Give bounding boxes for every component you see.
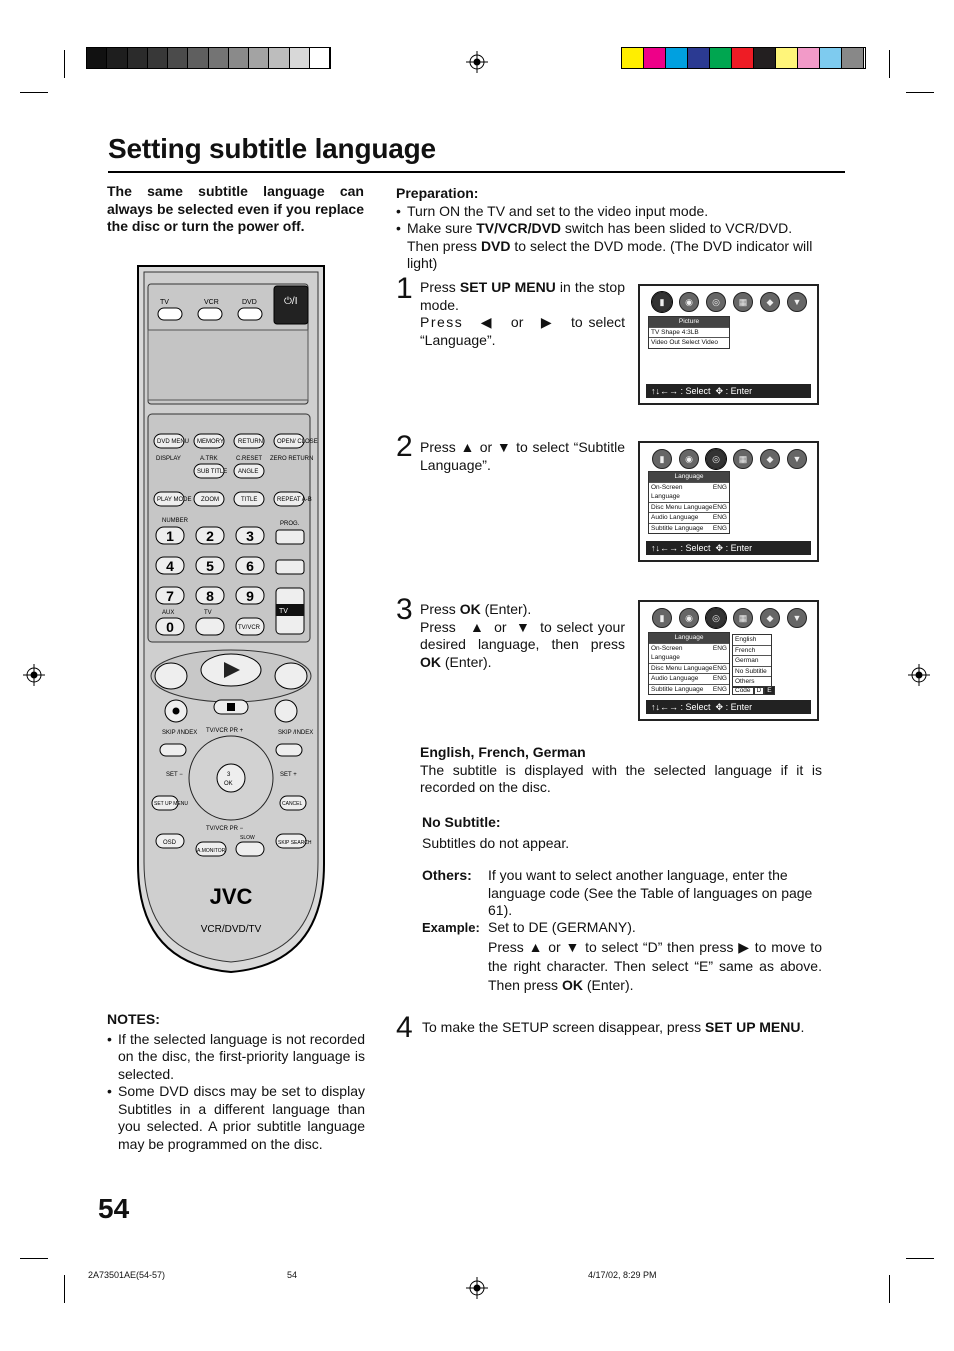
text-bold: TV/VCR/DVD: [476, 220, 562, 236]
step-number: 2: [396, 430, 413, 463]
efg-text: The subtitle is displayed with the selected language if it is recorded on the disc.: [420, 761, 822, 795]
text: Audio Language: [651, 514, 699, 521]
screen-footer: ↑↓←→ : Select ✥ : Enter: [646, 384, 811, 398]
other-icon: ▼: [787, 449, 807, 469]
ok-button[interactable]: [217, 764, 245, 792]
option: English: [735, 636, 757, 643]
color-swatch: [148, 48, 168, 68]
text: C.RESET: [236, 456, 263, 462]
text: ENG: [712, 664, 727, 672]
crop-mark: [889, 1275, 890, 1303]
model-label: VCR/DVD/TV: [200, 924, 262, 935]
menu-row: [649, 512, 729, 523]
color-swatch: [644, 48, 666, 68]
text: 1: [166, 528, 174, 544]
text: PROG.: [280, 521, 300, 527]
menu-icons: [652, 292, 807, 312]
code-entry: [732, 686, 775, 695]
color-swatch: [188, 48, 208, 68]
text: ENG: [712, 483, 727, 491]
language-menu: [648, 632, 730, 695]
step-number: 3: [396, 593, 413, 626]
text: Press: [420, 601, 460, 617]
color-swatch: [842, 48, 864, 68]
crop-mark: [906, 1258, 934, 1259]
text: Video Out Select Video: [651, 339, 718, 346]
step-3-text: [420, 601, 625, 671]
language-icon: ◎: [706, 608, 726, 628]
text: Press: [420, 439, 456, 455]
window-icon: ▦: [733, 292, 753, 312]
text: A.MONITOR: [197, 848, 226, 854]
text: SKIP /INDEX: [278, 730, 314, 736]
stop-icon: [227, 703, 235, 711]
text: or: [510, 314, 524, 330]
color-swatch: [87, 48, 107, 68]
text: .: [800, 1019, 805, 1035]
text: SUB TITLE: [197, 469, 228, 475]
step-number: 4: [396, 1011, 413, 1044]
text: PLAY MODE: [157, 497, 192, 503]
preparation-bullet: • Turn ON the TV and set to the video input mode.: [407, 203, 826, 221]
text: 0: [166, 619, 174, 635]
crop-mark: [20, 1258, 48, 1259]
text: TV: [204, 610, 212, 616]
menu-row: [649, 673, 729, 684]
switch-dvd-label: DVD: [242, 299, 257, 306]
right-arrow-icon: ▶: [540, 314, 554, 330]
text: ENG: [712, 644, 727, 652]
audio-icon: ◉: [679, 292, 699, 312]
text: to select the DVD mode. (The DVD indicator will light): [407, 237, 813, 271]
text: Press: [420, 279, 460, 295]
color-swatch: [128, 48, 148, 68]
notes: [107, 1011, 365, 1153]
menu-row: [649, 684, 729, 695]
other-icon: ▼: [787, 292, 807, 312]
slow-button[interactable]: [236, 842, 264, 856]
option: No Subtitle: [733, 666, 771, 677]
page-title: Setting subtitle language: [108, 133, 436, 164]
step-4-text: [422, 1019, 832, 1037]
text: : Select: [680, 543, 711, 553]
crop-mark: [906, 92, 934, 93]
menu-row: [649, 523, 729, 534]
text: 4: [166, 558, 174, 574]
text: (Enter).: [441, 653, 492, 670]
example-label: Example:: [422, 920, 480, 935]
text: TV Shape 4:3LB: [651, 328, 699, 336]
parental-icon: ◆: [760, 608, 780, 628]
menu-header: Language: [649, 472, 729, 482]
text: SKIP /INDEX: [162, 730, 198, 736]
language-icon: ◎: [706, 292, 726, 312]
tv-switch[interactable]: [158, 308, 182, 320]
nosub-heading: No Subtitle:: [422, 814, 501, 830]
text: : Enter: [725, 386, 753, 396]
text: TV/VCR: [238, 625, 261, 631]
text: to select “Language”.: [420, 314, 626, 348]
preparation-heading: Preparation:: [396, 185, 479, 201]
efg-heading: English, French, German: [420, 744, 586, 760]
up-arrow-icon: ▲: [460, 439, 476, 455]
menu-row: [649, 502, 729, 513]
input-button[interactable]: [196, 618, 224, 635]
crop-mark: [64, 1275, 65, 1303]
color-swatch: [622, 48, 644, 68]
text: OSD: [163, 840, 177, 846]
text-bold: SET UP MENU: [459, 279, 556, 295]
audio-icon: ◉: [679, 608, 699, 628]
footer-left: 2A73501AE(54-57): [88, 1270, 166, 1280]
pause-button[interactable]: [275, 700, 297, 722]
text: 5: [206, 558, 214, 574]
text: 8: [206, 588, 214, 604]
setup-screen-language: [638, 441, 819, 562]
step-2-text: [420, 439, 625, 474]
preparation: [396, 185, 826, 273]
text-bold: OK: [561, 977, 583, 993]
text: SKIP SEARCH: [278, 840, 312, 846]
text: : Enter: [725, 702, 753, 712]
crop-mark: [20, 92, 48, 93]
color-swatch: [249, 48, 269, 68]
text: SET UP MENU: [154, 801, 188, 807]
text: 3: [227, 772, 231, 778]
step-number: 1: [396, 272, 413, 305]
subtitle-options: [732, 634, 772, 688]
text: : Select: [680, 702, 711, 712]
color-swatch: [209, 48, 229, 68]
text: Disc Menu Language: [651, 503, 713, 511]
option: Others: [733, 676, 771, 687]
text: or: [494, 618, 507, 635]
color-swatch: [688, 48, 710, 68]
text: A.TRK: [200, 456, 218, 462]
text: ANGLE: [238, 469, 259, 475]
color-swatch: [820, 48, 842, 68]
text: ENG: [712, 685, 727, 693]
lead-text: The same subtitle language can always be selected even if you replace the disc or turn the power off.: [107, 183, 364, 234]
text: On-Screen Language: [651, 644, 683, 661]
text: 2: [206, 528, 214, 544]
menu-header: Picture: [649, 317, 729, 327]
text: SLOW: [240, 835, 255, 841]
text: Make sure: [407, 220, 477, 236]
audio-icon: ◉: [679, 449, 699, 469]
text: : Enter: [725, 543, 753, 553]
down-arrow-icon: ▼: [496, 439, 512, 455]
menu-row: [649, 482, 729, 502]
text: TITLE: [241, 497, 258, 503]
dvd-switch[interactable]: [238, 308, 262, 320]
code-char: D: [754, 686, 765, 695]
page-number: 54: [98, 1193, 130, 1224]
color-swatch: [666, 48, 688, 68]
text: ENG: [712, 675, 727, 682]
footer-right: 4/17/02, 8:29 PM: [588, 1270, 657, 1280]
text: to move to the right character. Then select “E” same as above. Then press: [488, 939, 822, 993]
text: MEMORY: [197, 439, 224, 445]
window-icon: ▦: [733, 449, 753, 469]
text-bold: OK: [459, 601, 481, 617]
option: French: [733, 645, 771, 656]
switch-tv-label: TV: [160, 299, 169, 306]
menu-row: [649, 337, 729, 348]
note-item: • Some DVD discs may be set to display Subtitles in a different language than you selected. A prior subtitle language may be programmed on the disc.: [118, 1083, 365, 1153]
others-text: If you want to select another language, enter the language code (See the Table of languages on page 61).: [488, 867, 813, 918]
nosub-text: Subtitles do not appear.: [422, 834, 570, 851]
text: Disc Menu Language: [651, 664, 713, 672]
code-label: Code: [732, 686, 754, 695]
text: SET +: [280, 772, 297, 778]
text: 7: [166, 588, 174, 604]
text: 3: [246, 528, 254, 544]
screen-footer: ↑↓←→ : Select ✥ : Enter: [646, 700, 811, 714]
right-arrow-icon: ▶: [738, 939, 750, 955]
text: to select your desired language, then press: [420, 618, 626, 652]
grayscale-bar: [86, 47, 331, 69]
others-label: Others:: [422, 867, 472, 883]
text: TV/VCR PR +: [206, 728, 244, 734]
crop-mark: [64, 50, 65, 78]
text: in the stop mode.: [420, 279, 625, 313]
text: ENG: [712, 503, 727, 511]
color-swatch: [310, 48, 330, 68]
text: ENG: [712, 524, 727, 532]
note-item: • If the selected language is not recorded on the disc, the first-priority language is selected.: [118, 1031, 365, 1084]
text: Audio Language: [651, 675, 699, 682]
language-menu: [648, 471, 730, 534]
text: On-Screen Language: [651, 483, 683, 500]
skip-forward-button[interactable]: [276, 744, 302, 756]
remote-window: [148, 330, 308, 400]
text: Press: [488, 939, 524, 955]
efg-description: [420, 744, 822, 797]
text: 6: [246, 558, 254, 574]
screen-footer: ↑↓←→ : Select ✥ : Enter: [646, 541, 811, 555]
picture-menu: [648, 316, 730, 349]
registration-mark-icon: [23, 664, 45, 686]
menu-icons: [652, 608, 807, 628]
text-bold: DVD: [480, 237, 511, 254]
text: to select “D” then press: [585, 939, 734, 955]
text: Press: [420, 314, 464, 330]
text-bold: SET UP MENU: [705, 1019, 801, 1035]
text: To make the SETUP screen disappear, press: [422, 1019, 705, 1035]
vcr-switch[interactable]: [198, 308, 222, 320]
text: OK: [224, 781, 233, 787]
color-swatch: [290, 48, 310, 68]
picture-icon: ▮: [652, 292, 672, 312]
text: TV: [279, 608, 288, 615]
text: AUX: [162, 610, 175, 616]
notes-heading: NOTES:: [107, 1011, 160, 1027]
color-swatch: [754, 48, 776, 68]
menu-row: [649, 327, 729, 338]
left-arrow-icon: ◀: [480, 314, 494, 330]
color-swatch: [776, 48, 798, 68]
language-icon: ◎: [706, 449, 726, 469]
text: or: [479, 439, 493, 455]
text: or: [548, 939, 561, 955]
text: : Select: [680, 386, 711, 396]
nosubtitle-description: [422, 814, 824, 852]
text: DISPLAY: [156, 456, 181, 462]
prog-4-button[interactable]: [276, 560, 304, 574]
menu-icons: [652, 449, 807, 469]
parental-icon: ◆: [760, 449, 780, 469]
text: Subtitle Language: [651, 685, 704, 693]
text: ZOOM: [201, 497, 219, 503]
text: to select “Subtitle Language”.: [420, 439, 626, 473]
color-swatch: [269, 48, 289, 68]
text: REPEAT A-B: [277, 497, 312, 503]
text: NUMBER: [162, 518, 189, 524]
text: CANCEL: [282, 801, 303, 807]
registration-mark-icon: [466, 1277, 488, 1299]
color-swatch: [732, 48, 754, 68]
code-char: E: [764, 686, 774, 695]
color-swatch: [710, 48, 732, 68]
color-swatch: [107, 48, 127, 68]
text: OPEN/ CLOSE: [277, 439, 318, 445]
text: TV/VCR PR −: [206, 826, 244, 832]
example-instructions: [488, 938, 822, 995]
crop-mark: [889, 50, 890, 78]
text: switch has been slided to VCR/DVD. Then press: [407, 220, 793, 254]
color-swatch: [168, 48, 188, 68]
menu-row: [649, 643, 729, 663]
up-arrow-icon: ▲: [469, 618, 485, 635]
power-icon: ⏻/I: [284, 296, 298, 307]
setup-screen-subtitle: [638, 600, 819, 721]
record-icon: [173, 708, 180, 715]
color-bar: [621, 47, 866, 69]
text: 9: [246, 588, 254, 604]
brand-logo: JVC: [209, 884, 253, 909]
picture-icon: ▮: [652, 608, 672, 628]
text: Press: [420, 618, 456, 635]
option: German: [733, 655, 771, 666]
menu-row: [649, 663, 729, 674]
text: SET −: [166, 772, 183, 778]
rewind-button[interactable]: [155, 663, 187, 689]
text: RETURN: [238, 439, 263, 445]
title-rule: [108, 171, 845, 173]
example-text: Set to DE (GERMANY).: [488, 919, 636, 935]
up-arrow-icon: ▲: [528, 939, 544, 955]
switch-vcr-label: VCR: [204, 299, 219, 306]
text: (Enter).: [582, 977, 634, 993]
skip-back-button[interactable]: [160, 744, 186, 756]
text: (Enter).: [480, 601, 532, 617]
down-arrow-icon: ▼: [565, 939, 581, 955]
parental-icon: ◆: [760, 292, 780, 312]
text: ENG: [712, 514, 727, 521]
picture-icon: ▮: [652, 449, 672, 469]
setup-screen-picture: [638, 284, 819, 405]
registration-mark-icon: [466, 51, 488, 73]
text: ZERO RETURN: [270, 456, 314, 462]
text: DVD MENU: [157, 439, 190, 445]
window-icon: ▦: [733, 608, 753, 628]
step-1-text: [420, 279, 625, 349]
text: Subtitle Language: [651, 524, 704, 532]
prog-1-button[interactable]: [276, 530, 304, 544]
preparation-bullet: [407, 220, 826, 273]
color-swatch: [229, 48, 249, 68]
menu-header: Language: [649, 633, 729, 643]
registration-mark-icon: [908, 664, 930, 686]
down-arrow-icon: ▼: [515, 618, 531, 635]
text-bold: OK: [420, 653, 441, 670]
remote-control: [134, 264, 328, 974]
footer-center: 54: [287, 1270, 298, 1280]
color-swatch: [798, 48, 820, 68]
fast-forward-button[interactable]: [275, 663, 307, 689]
other-icon: ▼: [787, 608, 807, 628]
